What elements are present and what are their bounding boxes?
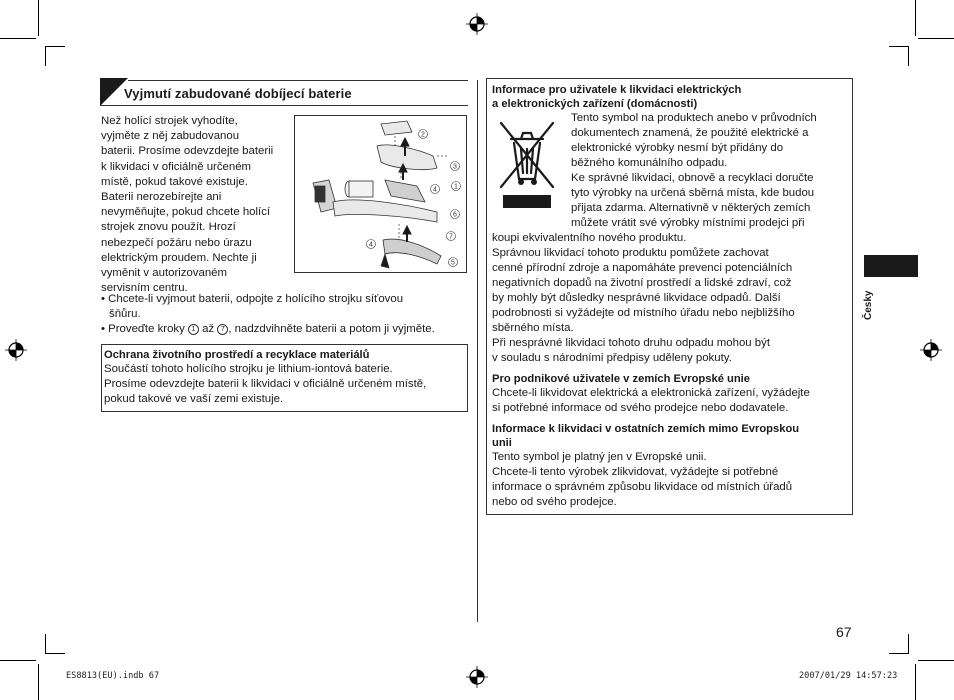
registration-target-icon <box>920 339 942 361</box>
box-title: a elektronických zařízení (domácnosti) <box>492 98 698 110</box>
crop-mark <box>45 46 65 47</box>
text-line: vyměnit v autorizovaném <box>101 267 227 280</box>
list-item <box>101 292 469 322</box>
text-line: vyjměte z něj zabudovanou <box>101 130 240 143</box>
crop-mark <box>38 664 39 700</box>
language-label-text: Česky <box>863 290 874 320</box>
text-line: sběrného místa. <box>492 322 574 334</box>
text-line: si potřebné informace od svého prodejce nebo dodavatele. <box>492 402 789 414</box>
step-number-badge: 7 <box>217 324 228 335</box>
crop-mark <box>889 653 909 654</box>
notice-title: Ochrana životního prostředí a recyklace materiálů <box>104 349 370 361</box>
box-title: Informace pro uživatele k likvidaci elektrických <box>492 84 742 96</box>
text-line: nebo od svého prodejce. <box>492 496 617 508</box>
diagram-drawing <box>295 116 466 272</box>
step-number-badge: 1 <box>188 324 199 335</box>
text-line: koupi ekvivalentního nového produktu. <box>492 232 687 244</box>
weee-text <box>492 83 842 510</box>
language-label <box>863 280 877 320</box>
text-line: • Proveďte kroky <box>101 323 185 336</box>
text-line: Baterii nerozebírejte ani <box>101 191 222 204</box>
diagram-marker: 6 <box>453 211 457 219</box>
crop-mark <box>915 0 916 36</box>
diagram-marker: 7 <box>449 233 453 241</box>
crop-mark <box>38 0 39 36</box>
crop-mark <box>918 38 954 39</box>
registration-target-icon <box>466 13 488 35</box>
text-line: až <box>202 323 215 336</box>
header-rule <box>100 105 468 106</box>
text-line: Než holící strojek vyhodíte, <box>101 115 238 127</box>
text-line: běžného komunálního odpadu. <box>571 157 728 169</box>
text-line: Správnou likvidací tohoto produktu pomůžete zachovat <box>492 247 769 259</box>
text-line: podrobnosti si vyžádejte od místního úřadu nebo nejbližšího <box>492 307 795 319</box>
text-line: Součástí tohoto holícího strojku je lithium-iontová baterie. <box>104 363 393 375</box>
text-line: nevyměňujte, pokud chcete holící <box>101 206 271 219</box>
footer-file-info: ES8813(EU).indb 67 <box>66 671 160 681</box>
crop-mark <box>918 660 954 661</box>
section-title: Vyjmutí zabudované dobíjecí baterie <box>124 86 352 101</box>
column-divider <box>477 80 478 622</box>
text-line: • Chcete-li vyjmout baterii, odpojte z holícího strojku síťovou <box>101 293 404 305</box>
diagram-marker: 1 <box>454 183 458 191</box>
diagram-marker: 2 <box>421 131 425 139</box>
text-line: negativních dopadů na životní prostředí a lidské zdraví, což <box>492 277 792 289</box>
registration-target-icon <box>5 339 27 361</box>
text-line: nebezpečí požáru nebo úrazu <box>101 236 252 249</box>
text-line: dokumentech znamená, že použité elektrické a <box>571 127 809 139</box>
diagram-marker: 3 <box>453 163 457 171</box>
text-line: Tento symbol na produktech anebo v průvodních <box>571 112 817 124</box>
environment-notice-box <box>101 344 468 412</box>
diagram-marker: 4 <box>433 186 437 194</box>
symbol-description <box>571 111 842 231</box>
text-line: baterii. Prosíme odevzdejte baterii <box>101 145 274 158</box>
language-thumb-tab <box>864 255 918 277</box>
header-rule <box>128 80 468 81</box>
crop-mark <box>45 653 65 654</box>
text-line: elektronické výrobky nesmí být přidány do <box>571 142 784 154</box>
text-line: k likvidaci v oficiálně určeném <box>101 160 252 173</box>
text-line: Při nesprávné likvidaci tohoto druhu odpadu mohou být <box>492 337 770 349</box>
crop-mark <box>45 46 46 66</box>
text-line: přijata zdarma. Alternativně v některých zemích <box>571 202 811 214</box>
intro-text <box>101 114 293 296</box>
footer-timestamp: 2007/01/29 14:57:23 <box>799 671 898 681</box>
text-line: šňůru. <box>109 308 141 321</box>
crop-mark <box>889 46 909 47</box>
text-line: by mohly být důsledky nesprávné likvidace odpadů. Další <box>492 292 781 304</box>
text-line: Tento symbol je platný jen v Evropské unii. <box>492 451 707 463</box>
instruction-list <box>101 292 469 338</box>
battery-removal-diagram <box>294 115 467 273</box>
subsection-title: Informace k likvidaci v ostatních zemích mimo Evropskou <box>492 423 800 435</box>
text-line: můžete vrátit své výrobky místními prodejci při <box>571 217 805 229</box>
diagram-marker: 5 <box>451 259 455 267</box>
list-item <box>101 322 469 337</box>
text-line: Chcete-li tento výrobek zlikvidovat, vyžádejte si potřebné <box>492 466 779 478</box>
text-line: Prosíme odevzdejte baterii k likvidaci v oficiálně určeném místě, <box>104 378 427 391</box>
text-line: v souladu s národními předpisy uděleny pokuty. <box>492 352 732 364</box>
text-line: servisním centru. <box>101 282 188 295</box>
registration-target-icon <box>466 666 488 688</box>
crop-mark <box>45 634 46 654</box>
text-line: , nadzdvihněte baterii a potom ji vyjměte. <box>228 323 435 336</box>
crop-mark <box>0 660 36 661</box>
diagram-marker: 4 <box>369 241 373 249</box>
text-line: strojek znovu použít. Hrozí <box>101 221 236 234</box>
text-line: Ke správné likvidaci, obnově a recyklaci doručte <box>571 172 814 184</box>
text-line: pokud takové ve vaší zemi existuje. <box>104 393 284 406</box>
crop-mark <box>908 634 909 654</box>
weee-info-box <box>486 78 853 515</box>
text-line: informace o správném způsobu likvidace od místních úřadů <box>492 481 793 493</box>
subsection-title: unii <box>492 437 512 449</box>
crop-mark <box>908 46 909 66</box>
text-line: tyto výrobky na určená sběrná místa, kde budou <box>571 187 815 199</box>
text-line: místě, pokud takové existuje. <box>101 175 248 188</box>
subsection-title: Pro podnikové uživatele v zemích Evropské unie <box>492 373 751 385</box>
text-line: cenné přírodní zdroje a napomáháte prevenci potenciálních <box>492 262 793 274</box>
text-line: Chcete-li likvidovat elektrická a elektronická zařízení, vyžádejte <box>492 387 810 399</box>
crop-mark <box>915 664 916 700</box>
crop-mark <box>0 38 36 39</box>
section-header <box>100 78 468 106</box>
text-line: elektrickým proudem. Nechte ji <box>101 251 257 264</box>
page-number: 67 <box>836 624 852 640</box>
